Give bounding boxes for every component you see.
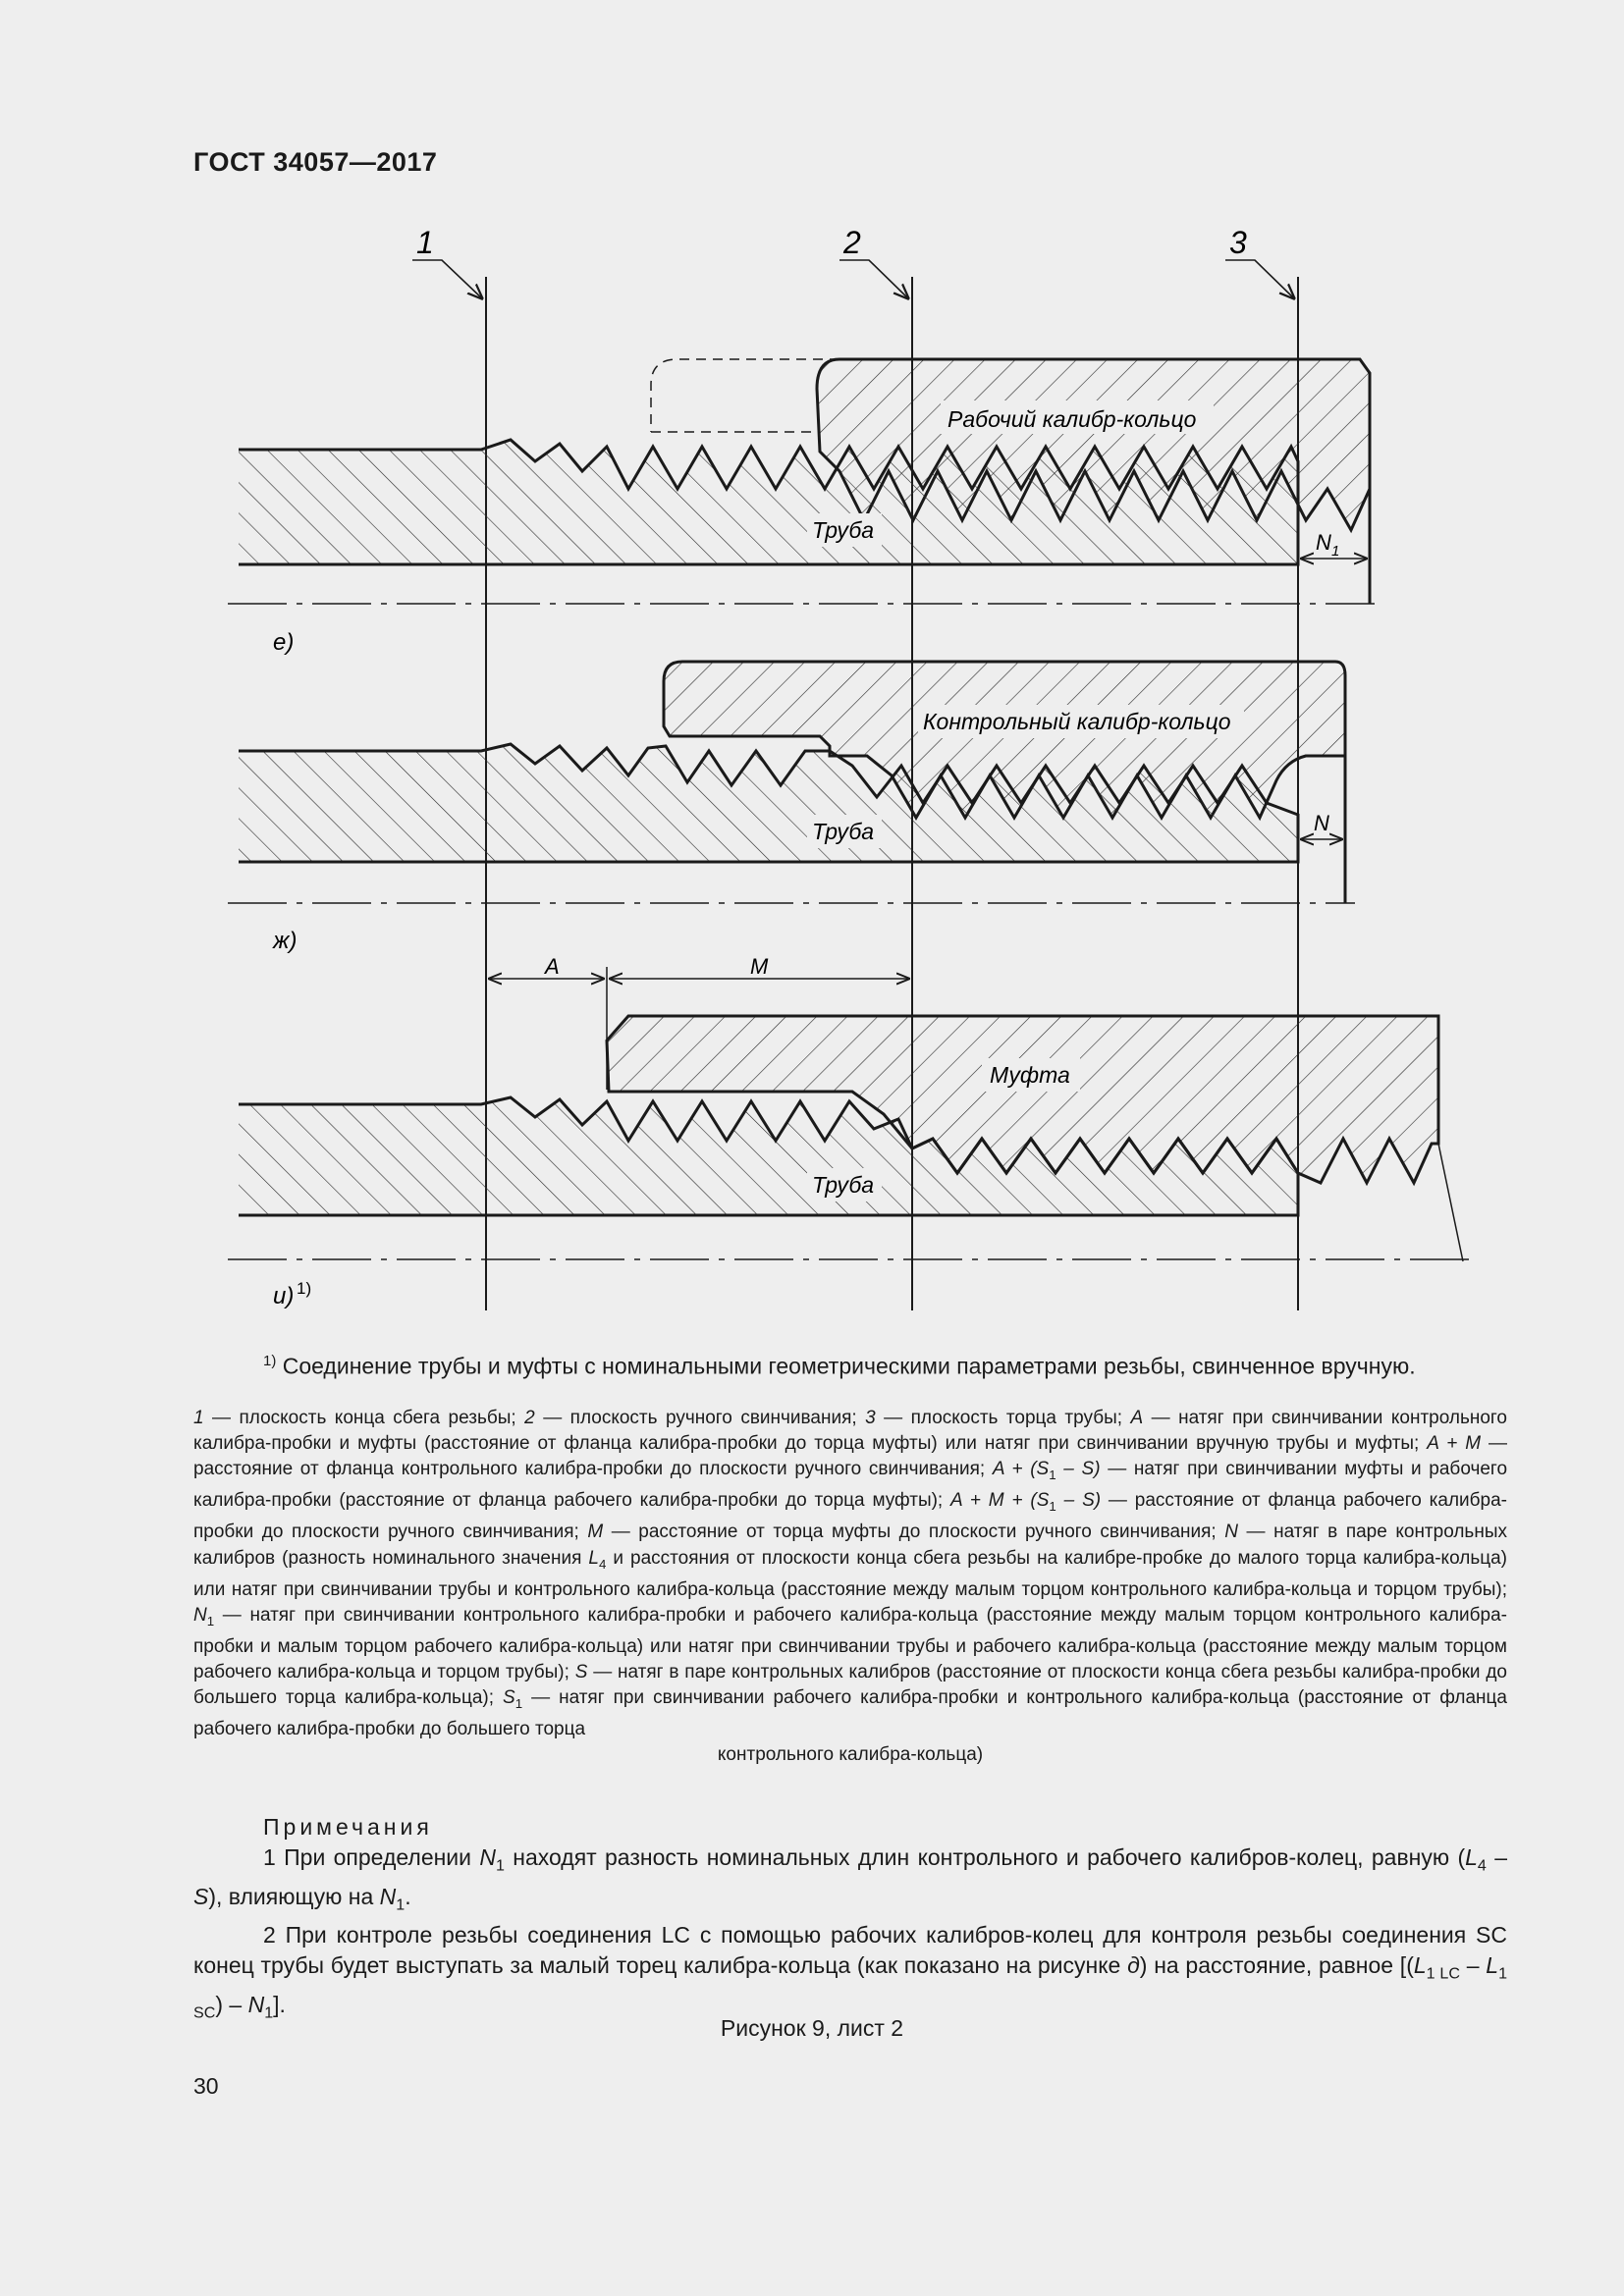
- note-term: N: [247, 1991, 265, 2017]
- note-text: ].: [273, 1991, 286, 2017]
- figure-caption: Рисунок 9, лист 2: [720, 2015, 904, 2041]
- pipe-zh-label: Труба: [812, 819, 875, 844]
- panel-i: [228, 954, 1473, 1309]
- note-term: N: [379, 1883, 397, 1909]
- legend-text: — натяг в паре контрольных калибров (расстояние от плоскости конца сбега резьбы калибра-пробки до большего торца калибра-кольца);: [193, 1662, 1507, 1709]
- pipe-i-label: Труба: [812, 1172, 875, 1198]
- dim-a-label: A: [545, 954, 560, 979]
- legend-term: A + M: [1427, 1433, 1482, 1455]
- note-sub: 4: [1477, 1856, 1487, 1875]
- legend-text: — расстояние от фланца контрольного калибра-пробки до плоскости ручного свинчивания;: [193, 1433, 1508, 1480]
- note-text: ) –: [215, 1991, 248, 2017]
- note-text: .: [405, 1883, 411, 1909]
- legend-sub: 1: [1049, 1499, 1056, 1515]
- legend-text-last: контрольного калибра-кольца): [717, 1744, 984, 1766]
- notes-title: Примечания: [263, 1814, 433, 1840]
- dim-n-label: N: [1314, 811, 1329, 835]
- note-term: L: [1486, 1952, 1499, 1979]
- notes-block: [193, 1812, 1507, 2028]
- legend-text: — плоскость ручного свинчивания;: [534, 1408, 866, 1428]
- legend-term: 3: [865, 1408, 876, 1428]
- coupling-label: Муфта: [990, 1062, 1070, 1088]
- position-label-2: 2: [843, 225, 861, 260]
- legend-term: M: [587, 1522, 604, 1543]
- legend-text: — натяг при свинчивании контрольного калибра-пробки и муфты (расстояние от фланца калибра-пробки до торца муфты) или натяг при свинчивании вручную трубы и муфты;: [193, 1408, 1507, 1455]
- legend-text: — натяг при свинчивании муфты и рабочего калибра-пробки (расстояние от фланца рабочего калибра-пробки до торца муфты);: [193, 1459, 1508, 1512]
- legend-text: — плоскость торца трубы;: [875, 1408, 1131, 1428]
- position-leader-3: [1225, 225, 1295, 299]
- position-leader-2: [839, 225, 909, 299]
- legend-text: — расстояние от торца муфты до плоскости ручного свинчивания;: [603, 1522, 1225, 1543]
- legend-term: N: [1224, 1522, 1238, 1543]
- note-term: L: [1413, 1952, 1427, 1979]
- note-sub: 1 LC: [1426, 1964, 1460, 1983]
- note-1: [193, 1842, 1507, 1920]
- panel-e: [228, 359, 1375, 656]
- page-number: 30: [193, 2073, 219, 2099]
- note-term: L: [1465, 1844, 1478, 1870]
- legend-term: A + (S: [992, 1459, 1050, 1480]
- note-sub: 1: [264, 2003, 274, 2022]
- page-header-title: ГОСТ 34057—2017: [193, 147, 438, 177]
- figure-footnote: [263, 1347, 1515, 1381]
- legend-term: 2: [524, 1408, 535, 1428]
- legend-text: — плоскость конца сбега резьбы;: [203, 1408, 525, 1428]
- note-text: ) на расстояние, равное [(: [1139, 1952, 1414, 1979]
- legend-text: — расстояние от фланца рабочего калибра-пробки до плоскости ручного свинчивания;: [193, 1490, 1507, 1543]
- note-text: ), влияющую на: [208, 1883, 380, 1909]
- legend-term: S: [574, 1662, 588, 1683]
- legend-text: — натяг при свинчивании рабочего калибра-пробки и контрольного калибра-кольца (расстояние от фланца рабочего калибра-пробки до большего торца: [193, 1687, 1508, 1740]
- note-term: S: [193, 1883, 209, 1909]
- pipe-e: [239, 440, 1298, 564]
- legend-term: 1: [193, 1408, 204, 1428]
- legend-sub: 1: [206, 1613, 215, 1629]
- note-sub: 1: [396, 1896, 406, 1914]
- note-text: –: [1486, 1844, 1507, 1870]
- legend-sub: 1: [1049, 1468, 1056, 1483]
- position-leader-1: [412, 225, 483, 299]
- dim-n1-label: N: [1316, 530, 1331, 555]
- working-ring-label: Рабочий калибр-кольцо: [947, 406, 1197, 432]
- note-sub: 1: [495, 1856, 505, 1875]
- panel-i-label: и): [273, 1283, 295, 1309]
- legend-text: — натяг при свинчивании контрольного калибра-пробки и рабочего калибра-кольца (расстояние между малым торцом контрольного калибра-пробки и малым торцом рабочего калибра-кольца) или натяг при свинчивании трубы и рабочего калибра-кольца (расстояние между малым торцом рабочего калибра-кольца и торцом трубы);: [193, 1604, 1507, 1683]
- legend-sub: 1: [514, 1696, 523, 1712]
- figure-legend: [193, 1406, 1507, 1769]
- position-label-3: 3: [1229, 225, 1247, 260]
- note-sub: 1 SC: [193, 1964, 1508, 2022]
- footnote-marker: 1): [263, 1353, 277, 1369]
- note-text: 1 При определении: [263, 1844, 480, 1870]
- note-term: д: [1127, 1952, 1140, 1979]
- position-label-1: 1: [416, 225, 434, 260]
- panel-zh-label: ж): [273, 928, 298, 954]
- legend-term: S: [503, 1687, 515, 1709]
- legend-term: – S): [1056, 1459, 1101, 1480]
- legend-term: L: [588, 1547, 599, 1569]
- note-2: [193, 1920, 1507, 2028]
- footnote-text: Соединение трубы и муфты с номинальными геометрическими параметрами резьбы, свинченное вручную.: [282, 1353, 1416, 1379]
- legend-sub: 4: [598, 1556, 607, 1572]
- note-text: 2 При контроле резьбы соединения LC с помощью рабочих калибров-колец для контроля резьбы соединения SC конец трубы будет выступать за малый торец калибра-кольца (как показано на рисунке: [193, 1922, 1507, 1979]
- legend-term: N: [193, 1604, 207, 1626]
- legend-term: A + M + (S: [950, 1490, 1050, 1512]
- control-ring-label: Контрольный калибр-кольцо: [923, 709, 1231, 734]
- panel-zh: [228, 662, 1355, 954]
- pipe-e-label: Труба: [812, 517, 875, 543]
- note-term: N: [479, 1844, 496, 1870]
- legend-text: — натяг в паре контрольных калибров (разность номинального значения: [193, 1522, 1507, 1569]
- note-text: –: [1460, 1952, 1487, 1979]
- legend-term: – S): [1056, 1490, 1102, 1512]
- panel-i-label-sup: 1): [297, 1279, 312, 1298]
- legend-text: и расстояния от плоскости конца сбега резьбы на калибре-пробке до малого торца калибра-кольца) или натяг при свинчивании трубы и контрольного калибра-кольца (расстояние между малым торцом контрольного калибра-кольца и торцом трубы);: [193, 1547, 1507, 1600]
- panel-e-label: е): [273, 629, 295, 656]
- note-text: находят разность номинальных длин контрольного и рабочего калибров-колец, равную (: [504, 1844, 1466, 1870]
- dim-n1-sub: 1: [1331, 543, 1340, 560]
- legend-term: A: [1130, 1408, 1144, 1428]
- dim-m-label: M: [750, 954, 769, 979]
